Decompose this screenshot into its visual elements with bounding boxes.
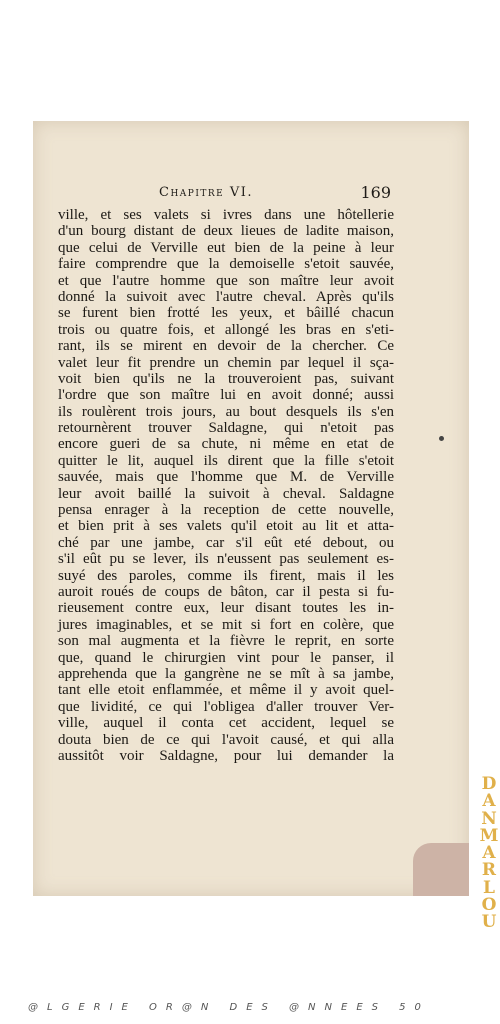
text-line: suyé des paroles, comme ils firent, mais il les [58,567,394,584]
text-line: ville, et ses valets si ivres dans une hôtellerie [58,207,394,223]
text-line: auroit roués de coups de bâton, car il pesta si fu- [58,583,394,600]
footer-caption: @LGERIE OR@N DES @NNEES 50 [28,1002,430,1013]
page-header [159,185,391,207]
text-line: valet leur fit prendre un chemin par lequel il sça- [58,354,394,371]
text-line: et bien prit à ses valets qu'il etoit au lit et atta- [58,518,394,535]
text-line: douta bien de ce qui l'avoit causé, et qui alla [58,731,394,748]
text-line: que, quand le chirurgien vint pour le panser, il [58,649,394,666]
text-line: trois ou quatre fois, et allongé les bras en s'eti- [58,321,394,338]
text-line: sauvée, mais que l'homme que M. de Verville [58,469,394,486]
text-line: tant elle etoit enflammée, et même il y avoit quel- [58,682,394,699]
text-line: se furent bien frotté les yeux, et bâillé chacun [58,305,394,322]
text-line: retournèrent trouver Saldagne, qui n'etoit pas [58,420,394,437]
text-line: s'il eût pu se lever, ils n'eussent pas seulement es- [58,551,394,568]
ink-speck [439,436,444,441]
text-line: son mal augmenta et la fièvre le reprit, en sorte [58,633,394,650]
text-line: faire comprendre que la demoiselle s'etoit sauvée, [58,256,394,273]
text-line: pensa enrager à la reception de cette nouvelle, [58,502,394,519]
text-line: quitter le lit, auquel ils dirent que la fille s'etoit [58,452,394,469]
page-number: 169 [360,183,391,202]
text-line: que celui de Verville eut bien de la peine à leur [58,239,394,256]
text-line: rieusement contre eux, leur disant toutes les in- [58,600,394,617]
chapter-heading: Chapitre VI. [159,185,254,200]
text-line: voit bien qu'ils ne la trouveroient pas, suivant [58,370,394,387]
text-line: que lividité, ce qui l'obligea d'aller trouver Ver- [58,698,394,715]
text-line: jures imaginables, et se mit si fort en colère, que [58,616,394,633]
text-line: leur avoit baillé la suivoit à cheval. Saldagne [58,485,394,502]
text-line: d'un bourg distant de deux lieues de ladite maison, [58,223,394,240]
body-text [58,207,394,764]
text-line: rant, ils se mirent en devoir de la chercher. Ce [58,338,394,355]
text-line: l'ordre que son maître lui en avoit donné; aussi [58,387,394,404]
text-line: apprehenda que la gangrène ne se mît à sa jambe, [58,665,394,682]
watermark-text: D A N M A R L O U [479,774,499,933]
text-line: ville, auquel il conta cet accident, lequel se [58,715,394,732]
text-line: et que l'autre homme que son maître leur avoit [58,272,394,289]
text-line: ché par une jambe, car s'il eût eté debout, ou [58,534,394,551]
page-stain [413,843,469,896]
text-line: aussitôt voir Saldagne, pour lui demander la [58,747,394,764]
text-line: ils roulèrent trois jours, au bout desquels ils s'en [58,403,394,420]
text-line: encore gueri de sa chute, ni même en etat de [58,436,394,453]
text-line: donné la suivoit avec l'autre cheval. Après qu'ils [58,288,394,305]
